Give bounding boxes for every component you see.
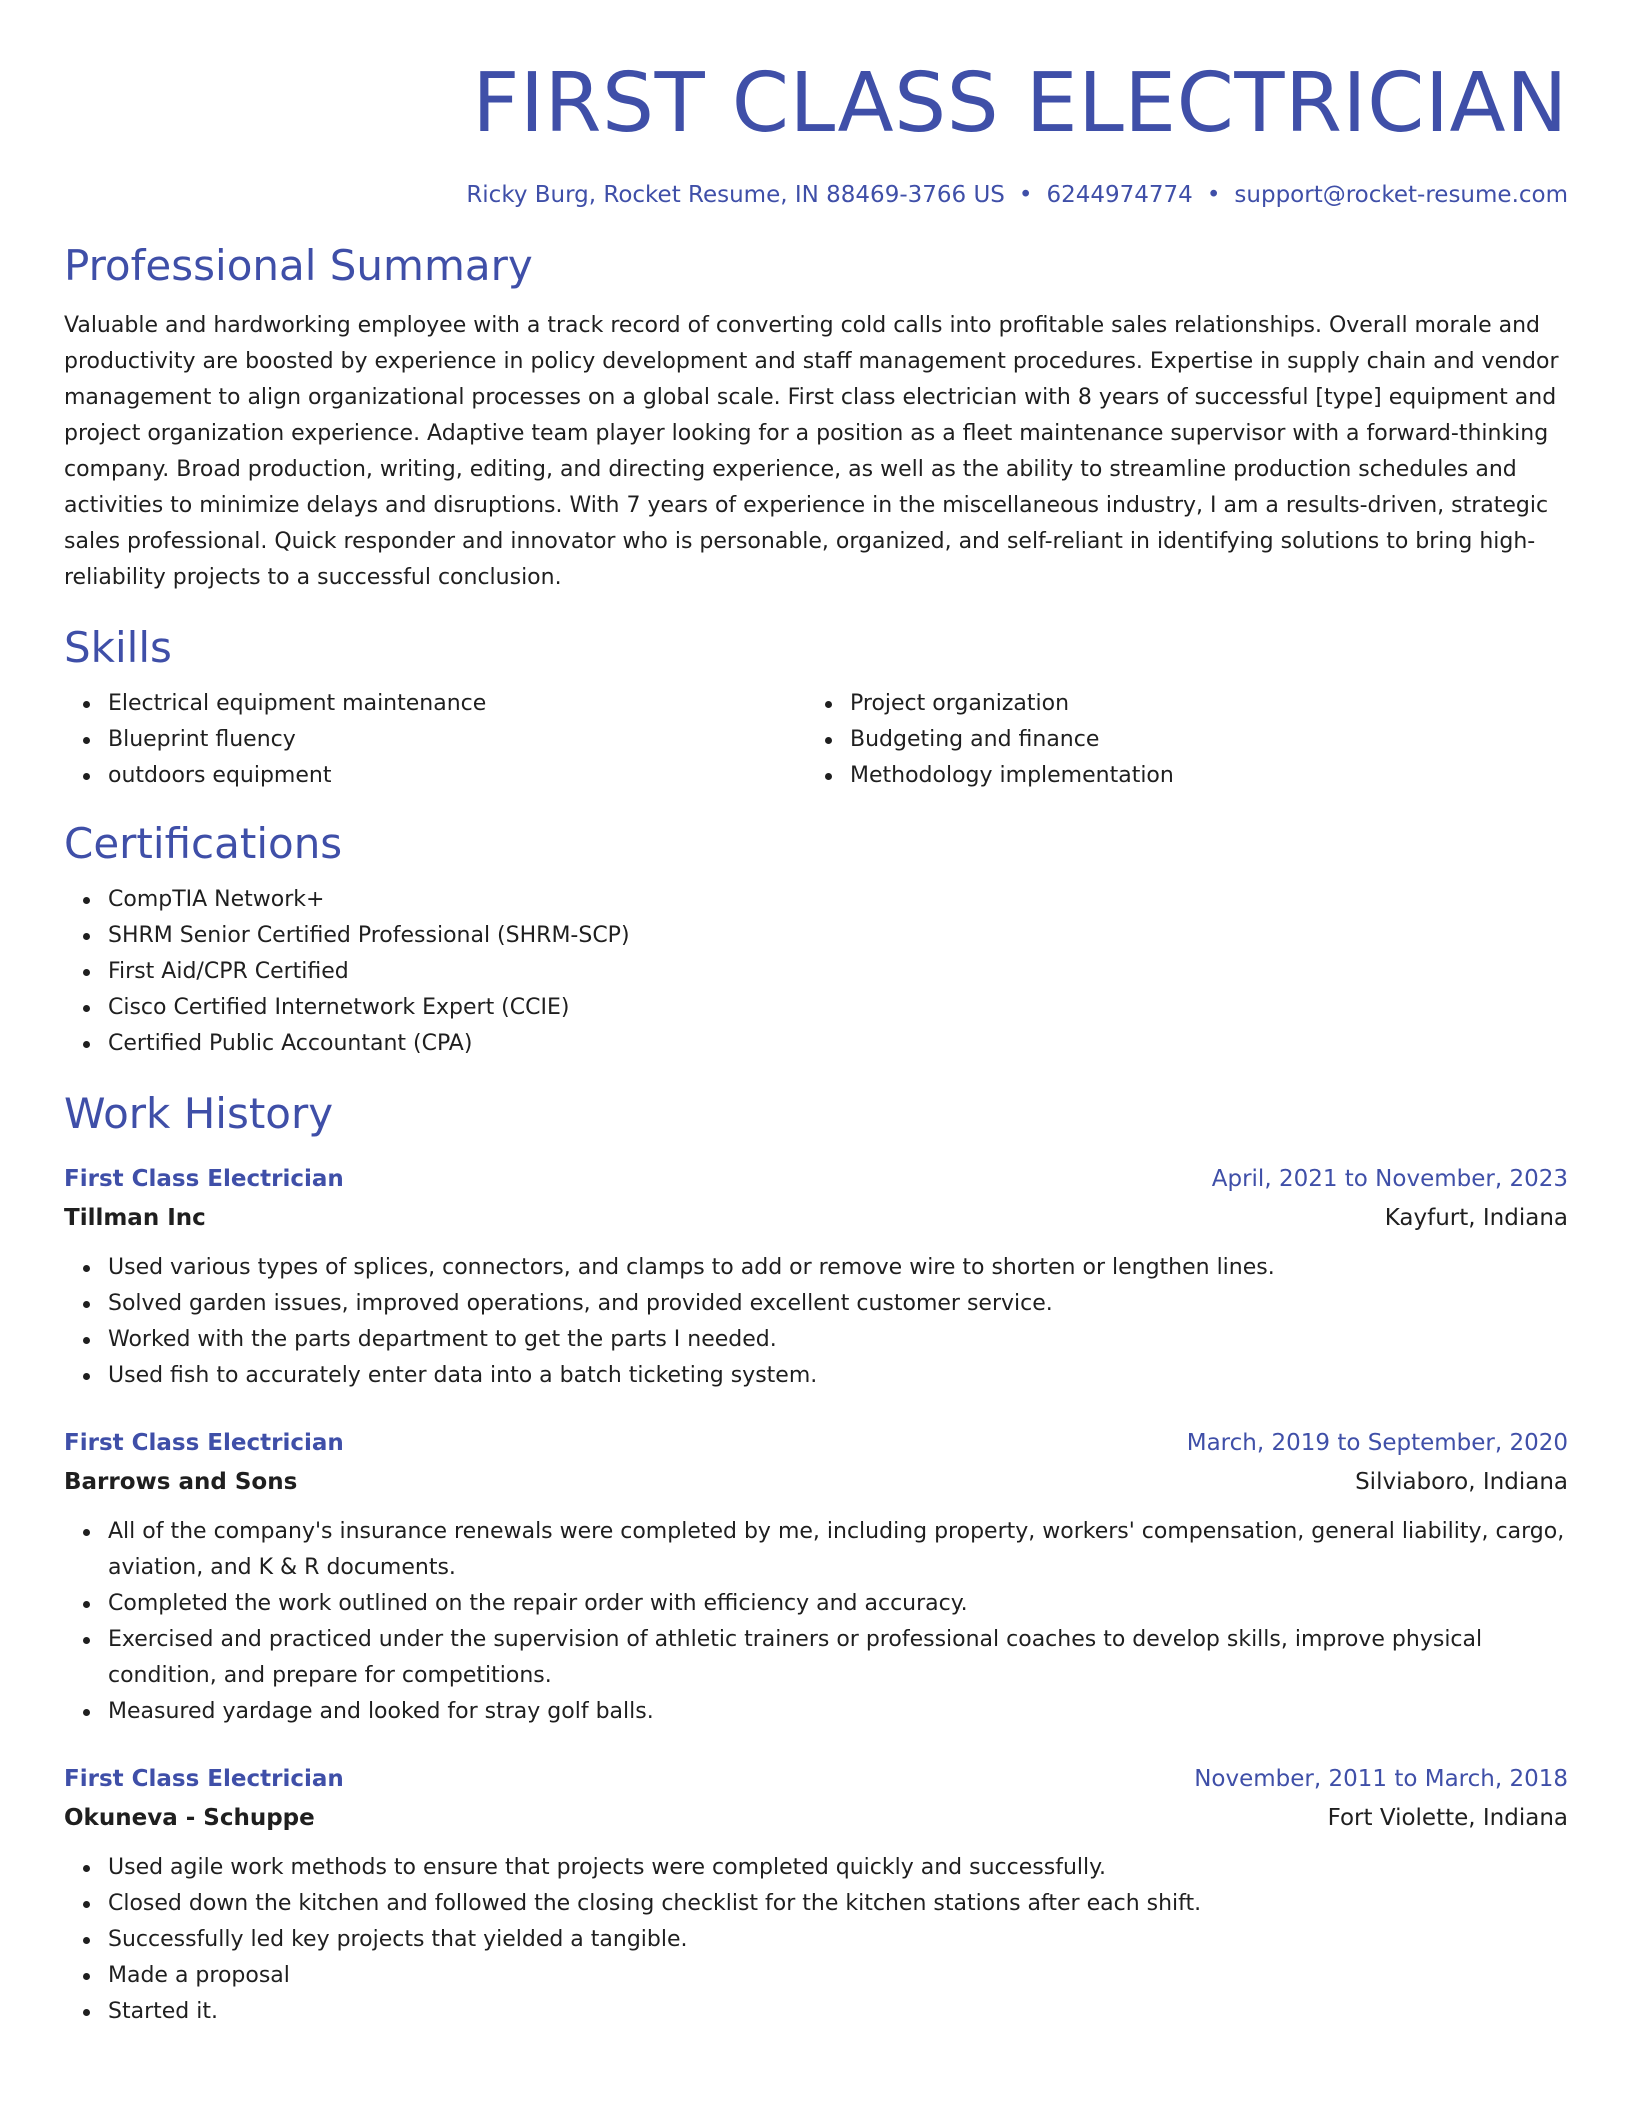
resume-header xyxy=(64,0,1568,210)
job-company: Okuneva - Schuppe xyxy=(64,1805,315,1831)
certifications-list xyxy=(64,882,1568,1062)
certification-item: Cisco Certified Internetwork Expert (CCIE) xyxy=(108,990,1568,1026)
job-entry xyxy=(64,1160,1568,1394)
skill-item: Electrical equipment maintenance xyxy=(108,686,806,722)
job-dates: March, 2019 to September, 2020 xyxy=(1186,1430,1568,1456)
job-title: First Class Electrician xyxy=(64,1166,344,1192)
job-bullet: Made a proposal xyxy=(108,1958,1568,1994)
job-company-row xyxy=(64,1198,1568,1238)
job-company-row xyxy=(64,1462,1568,1502)
job-bullet: Used agile work methods to ensure that projects were completed quickly and successfully. xyxy=(108,1850,1568,1886)
separator-dot: • xyxy=(1206,182,1221,208)
skill-item: Methodology implementation xyxy=(850,758,1548,794)
job-title-row xyxy=(64,1760,1568,1798)
skill-item: Blueprint fluency xyxy=(108,722,806,758)
job-bullet: Used various types of splices, connectors, and clamps to add or remove wire to shorten or lengthen lines. xyxy=(108,1250,1568,1286)
job-company-row xyxy=(64,1798,1568,1838)
job-bullet: Started it. xyxy=(108,1994,1568,2030)
contact-email: support@rocket-resume.com xyxy=(1234,182,1568,208)
certifications-section xyxy=(64,818,1568,1062)
job-company: Tillman Inc xyxy=(64,1205,206,1231)
section-heading-skills: Skills xyxy=(64,623,172,672)
job-bullet: Worked with the parts department to get the parts I needed. xyxy=(108,1322,1568,1358)
certification-item: First Aid/CPR Certified xyxy=(108,954,1568,990)
job-bullet: Solved garden issues, improved operations, and provided excellent customer service. xyxy=(108,1286,1568,1322)
certification-item: SHRM Senior Certified Professional (SHRM-SCP) xyxy=(108,918,1568,954)
job-bullets xyxy=(64,1850,1568,2030)
summary-text: Valuable and hardworking employee with a track record of converting cold calls into profitable sales relationships. Overall morale and productivity are boosted by experience in policy development and staff management procedures. Expertise in supply chain and vendor management to align organizational processes on a global scale. First class electrician with 8 years of successful [type] equipment and project organization experience. Adaptive team player looking for a position as a fleet maintenance supervisor with a forward-thinking company. Broad production, writing, editing, and directing experience, as well as the ability to streamline production schedules and activities to minimize delays and disruptions. With 7 years of experience in the miscellaneous industry, I am a results-driven, strategic sales professional. Quick responder and innovator who is personable, organized, and self-reliant in identifying solutions to bring high-reliability projects to a successful conclusion. xyxy=(64,313,1559,590)
page-title: FIRST CLASS ELECTRICIAN xyxy=(472,56,1568,151)
job-location: Fort Violette, Indiana xyxy=(1327,1805,1568,1831)
skills-column-left xyxy=(64,686,806,794)
job-bullet: Closed down the kitchen and followed the closing checklist for the kitchen stations after each shift. xyxy=(108,1886,1568,1922)
job-company: Barrows and Sons xyxy=(64,1469,298,1495)
section-heading-certifications: Certifications xyxy=(64,819,343,868)
skill-item: Budgeting and finance xyxy=(850,722,1548,758)
separator-dot: • xyxy=(1018,182,1033,208)
certification-item: CompTIA Network+ xyxy=(108,882,1568,918)
job-title-row xyxy=(64,1424,1568,1462)
job-title: First Class Electrician xyxy=(64,1430,344,1456)
skill-item: outdoors equipment xyxy=(108,758,806,794)
job-title: First Class Electrician xyxy=(64,1766,344,1792)
professional-summary-section xyxy=(64,240,1568,596)
job-bullet: Completed the work outlined on the repair order with efficiency and accuracy. xyxy=(108,1586,1568,1622)
job-entry xyxy=(64,1424,1568,1730)
certification-item: Certified Public Accountant (CPA) xyxy=(108,1026,1568,1062)
job-entry xyxy=(64,1760,1568,2030)
job-bullet: Used fish to accurately enter data into a batch ticketing system. xyxy=(108,1358,1568,1394)
skills-list-right xyxy=(806,686,1548,794)
job-location: Kayfurt, Indiana xyxy=(1384,1205,1568,1231)
skills-grid xyxy=(64,686,1568,794)
job-dates: April, 2021 to November, 2023 xyxy=(1211,1166,1568,1192)
contact-line xyxy=(64,180,1568,210)
job-title-row xyxy=(64,1160,1568,1198)
contact-address: Ricky Burg, Rocket Resume, IN 88469-3766 US xyxy=(466,182,1005,208)
job-bullet: Exercised and practiced under the supervision of athletic trainers or professional coaches to develop skills, improve physical condition, and prepare for competitions. xyxy=(108,1622,1568,1694)
job-dates: November, 2011 to March, 2018 xyxy=(1194,1766,1568,1792)
job-bullet: Measured yardage and looked for stray golf balls. xyxy=(108,1694,1568,1730)
skills-column-right xyxy=(806,686,1548,794)
contact-phone: 6244974774 xyxy=(1046,182,1193,208)
job-bullet: Successfully led key projects that yielded a tangible. xyxy=(108,1922,1568,1958)
job-location: Silviaboro, Indiana xyxy=(1355,1469,1568,1495)
job-bullets xyxy=(64,1250,1568,1394)
section-heading-summary: Professional Summary xyxy=(64,241,533,290)
job-bullet: All of the company's insurance renewals were completed by me, including property, workers' compensation, general liability, cargo, aviation, and K & R documents. xyxy=(108,1514,1568,1586)
work-history-section xyxy=(64,1088,1568,2030)
skills-section xyxy=(64,622,1568,794)
skill-item: Project organization xyxy=(850,686,1548,722)
section-heading-work-history: Work History xyxy=(64,1089,334,1138)
skills-list-left xyxy=(64,686,806,794)
job-bullets xyxy=(64,1514,1568,1730)
